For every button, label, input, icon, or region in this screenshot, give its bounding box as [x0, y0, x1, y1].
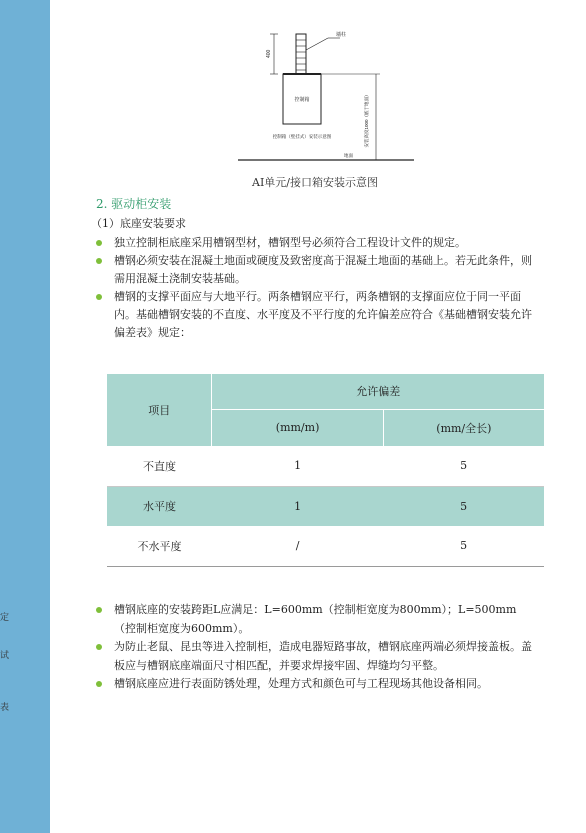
height-label: 400: [266, 49, 272, 58]
installation-diagram: [236, 24, 416, 166]
control-box-caption: 控制箱（壁挂式）安装示意图: [272, 134, 332, 139]
bullet-icon: [96, 240, 102, 246]
table-header-group: 允许偏差: [212, 374, 544, 409]
table-header-unit2: (mm/全长): [383, 409, 544, 446]
table-row: 不水平度 / 5: [107, 526, 544, 566]
side-text-fragment: 定: [0, 613, 10, 623]
side-text-fragment: 表: [0, 703, 10, 713]
bullet-icon: [96, 294, 102, 300]
list-item: 槽钢底座的安装跨距L应满足：L=600mm（控制柜宽度为800mm）；L=500mm（控制柜宽度为600mm）。: [92, 601, 532, 638]
bullet-icon: [96, 258, 102, 264]
tolerance-table: [107, 374, 544, 567]
table-row: 水平度 1 5: [107, 486, 544, 526]
list-item: 槽钢的支撑平面应与大地平行。两条槽钢应平行，两条槽钢的支撑面应位于同一平面内。基础槽钢安装的不直度、水平度及不平行度的允许偏差应符合《基础槽钢安装允许偏差表》规定：: [92, 288, 532, 342]
list-item: 为防止老鼠、昆虫等进入控制柜，造成电器短路事故，槽钢底座两端必须焊接盖板。盖板应与槽钢底座端面尺寸相匹配，并要求焊接牢固、焊缝均匀平整。: [92, 638, 532, 675]
table-header-unit1: (mm/m): [212, 409, 383, 446]
control-box-label: 控制箱: [294, 97, 310, 103]
wall-label: 墙柱: [336, 32, 347, 38]
sub-heading: （1）底座安装要求: [91, 217, 186, 230]
notes-list: [92, 601, 532, 694]
table-header-item: 项目: [107, 374, 212, 446]
side-text-fragment: 试: [0, 651, 10, 661]
bullet-icon: [96, 681, 102, 687]
install-height-label: 安装高度1000（底于地面）: [364, 92, 369, 148]
table-row: 不直度 1 5: [107, 446, 544, 486]
section-heading: 2. 驱动柜安装: [96, 197, 172, 211]
bullet-icon: [96, 607, 102, 613]
list-item: 槽钢必须安装在混凝土地面或硬度及致密度高于混凝土地面的基础上。若无此条件，则需用混凝土浇制安装基础。: [92, 252, 532, 288]
list-item: 独立控制柜底座采用槽钢型材，槽钢型号必须符合工程设计文件的规定。: [92, 234, 532, 252]
bullet-icon: [96, 644, 102, 650]
ground-label: 地面: [344, 153, 353, 158]
requirements-list: [92, 234, 532, 342]
diagram-caption: AI单元/接口箱安装示意图: [252, 176, 378, 189]
list-item: 槽钢底座应进行表面防锈处理，处理方式和颜色可与工程现场其他设备相同。: [92, 675, 532, 694]
